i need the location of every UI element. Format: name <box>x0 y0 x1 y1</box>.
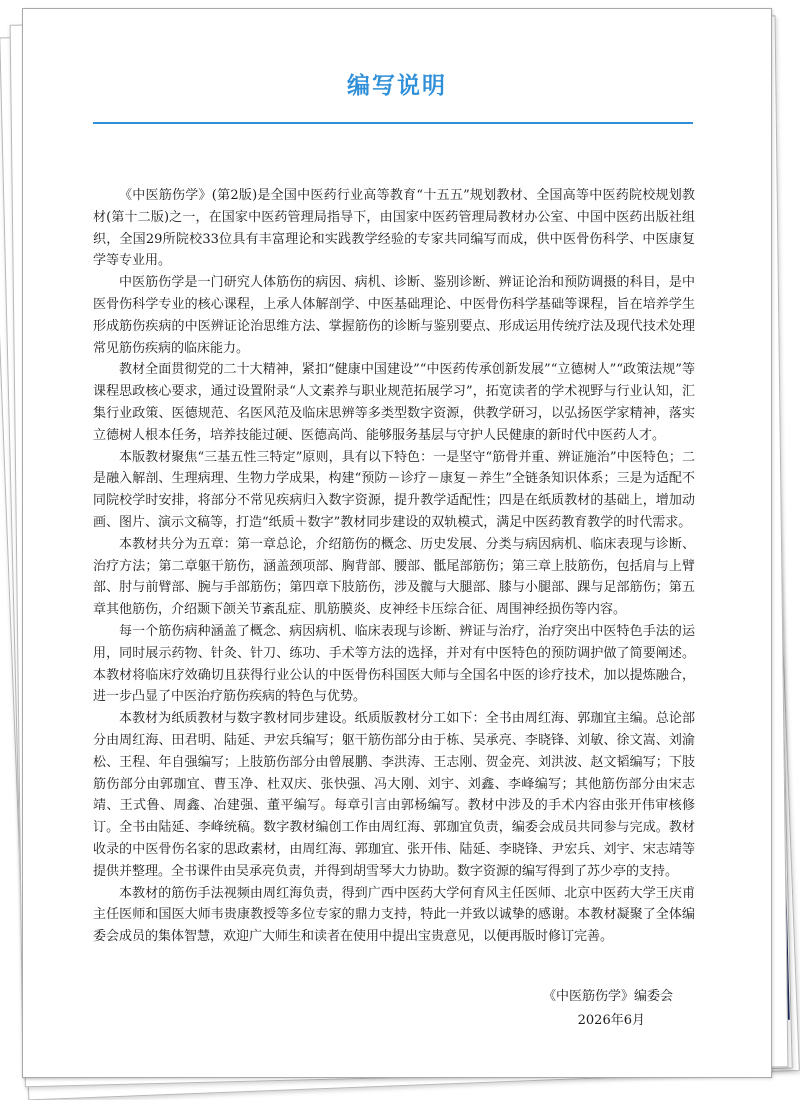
paragraph-2: 中医筋伤学是一门研究人体筋伤的病因、病机、诊断、鉴别诊断、辨证论治和预防调摄的科目，是中医骨伤科学专业的核心课程，上承人体解剖学、中医基础理论、中医骨伤科学基础等课程，旨在培养学生形成筋伤疾病的中医辨证论治思维方法、掌握筋伤的诊断与鉴别要点、形成运用传统疗法及现代技术处理常见筋伤疾病的临床能力。 <box>93 275 695 356</box>
page-title: 编写说明 <box>347 73 447 99</box>
paragraph-6: 每一个筋伤病种涵盖了概念、病因病机、临床表现与诊断、辨证与治疗，治疗突出中医特色手法的运用，同时展示药物、针灸、针刀、练功、手术等方法的选择，并对有中医特色的预防调护做了简要阐述。本教材将临床疗效确切且获得行业公认的中医骨伤科国医大师与全国名中医的诊疗技术，加以提炼融合，进一步凸显了中医治疗筋伤疾病的特色与优势。 <box>93 623 695 705</box>
document-body <box>93 185 695 948</box>
paragraph-5: 本教材共分为五章：第一章总论，介绍筋伤的概念、历史发展、分类与病因病机、临床表现与诊断、治疗方法；第二章躯干筋伤，涵盖颈项部、胸背部、腰部、骶尾部筋伤；第三章上肢筋伤，包括肩与上臂部、肘与前臂部、腕与手部筋伤；第四章下肢筋伤，涉及髋与大腿部、膝与小腿部、踝与足部筋伤；第五章其他筋伤，介绍颞下颌关节紊乱症、肌筋膜炎、皮神经卡压综合征、周围神经损伤等内容。 <box>93 536 695 618</box>
paragraph-8: 本教材的筋伤手法视频由周红海负责，得到广西中医药大学何育风主任医师、北京中医药大学王庆甫主任医师和国医大师韦贵康教授等多位专家的鼎力支持，特此一并致以诚挚的感谢。本教材凝聚了全体编委会成员的集体智慧，欢迎广大师生和读者在使用中提出宝贵意见，以便再版时修订完善。 <box>93 885 695 945</box>
signature-date: 2026年6月 <box>577 1013 645 1028</box>
signature-editorial-board: 《中医筋伤学》编委会 <box>542 989 673 1004</box>
title-divider <box>93 122 693 124</box>
paragraph-1: 《中医筋伤学》(第2版)是全国中医药行业高等教育“十五五”规划教材、全国高等中医药院校规划教材(第十二版)之一，在国家中医药管理局指导下，由国家中医药管理局教材办公室、中国中医药出版社组织，全国29所院校33位具有丰富理论和实践教学经验的专家共同编写而成，供中医骨伤科学、中医康复学等专业用。 <box>93 188 695 269</box>
document-page <box>22 8 772 1078</box>
paragraph-7: 本教材为纸质教材与数字教材同步建设。纸质版教材分工如下：全书由周红海、郭珈宜主编。总论部分由周红海、田君明、陆延、尹宏兵编写；躯干筋伤部分由于栋、吴承亮、李晓锋、刘敏、徐文嵩、刘渝松、王程、年自强编写；上肢筋伤部分由曾展鹏、李洪涛、王志刚、贺金亮、刘洪波、赵文韬编写；下肢筋伤部分由郭珈宜、曹玉净、杜双庆、张快强、冯大刚、刘宇、刘鑫、李峰编写；其他筋伤部分由宋志靖、王式鲁、周鑫、冶建强、董平编写。每章引言由郭杨编写。教材中涉及的手术内容由张开伟审核修订。全书由陆延、李峰统稿。数字教材编创工作由周红海、郭珈宜负责，编委会成员共同参与完成。教材收录的中医骨伤名家的思政素材，由周红海、郭珈宜、张开伟、陆延、李晓锋、尹宏兵、刘宇、宋志靖等提供并整理。全书课件由吴承亮负责，并得到胡雪琴大力协助。数字资源的编写得到了苏少亭的支持。 <box>93 711 695 879</box>
paragraph-3: 教材全面贯彻党的二十大精神，紧扣“健康中国建设”“中医药传承创新发展”“立德树人”“政策法规”等课程思政核心要求，通过设置附录“人文素养与职业规范拓展学习”，拓宽读者的学术视野与行业认知，汇集行业政策、医德规范、名医风范及临床思辨等多类型数字资源，供教学研习，以弘扬医学家精神，落实立德树人根本任务，培养技能过硬、医德高尚、能够服务基层与守护人民健康的新时代中医药人才。 <box>93 362 695 443</box>
paragraph-4: 本版教材聚焦“三基五性三特定”原则，具有以下特色：一是坚守“筋骨并重、辨证施治”中医特色；二是融入解剖、生理病理、生物力学成果，构建“预防－诊疗－康复－养生”全链条知识体系；三是为适配不同院校学时安排，将部分不常见疾病归入数字资源，提升教学适配性；四是在纸质教材的基础上，增加动画、图片、演示文稿等，打造“纸质＋数字”教材同步建设的双轨模式，满足中医药教育教学的时代需求。 <box>93 449 695 530</box>
